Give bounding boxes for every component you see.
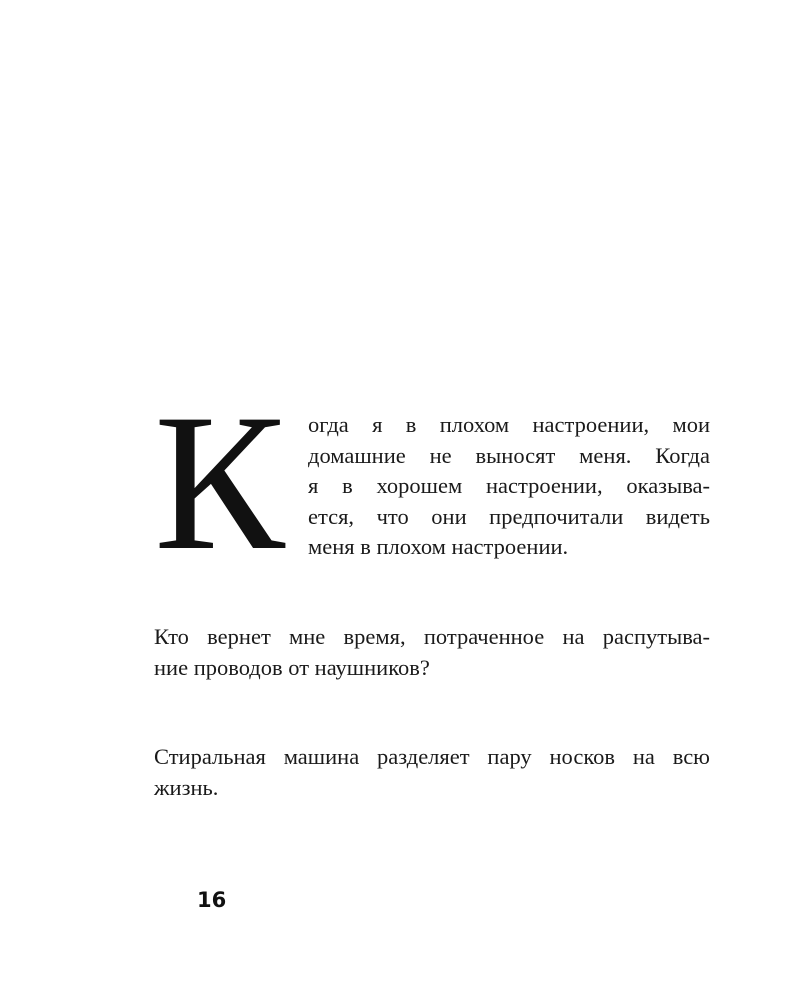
paragraph-3 [154, 742, 710, 803]
paragraph-2-line-1: Кто вернет мне время, потраченное на распутыва- [154, 624, 710, 649]
paragraph-3-line-1: Стиральная машина разделяет пару носков на всю [154, 744, 710, 769]
paragraph-1-line-1: огда я в плохом настроении, мои [308, 412, 710, 437]
paragraph-1-line-4: ется, что они предпочитали видеть [308, 503, 710, 529]
paragraph-1-line-3: я в хорошем настроении, оказыва- [308, 473, 710, 498]
paragraph-3-line-2: жизнь. [154, 774, 219, 800]
paragraph-1 [154, 374, 710, 591]
paragraph-1-line-2: домашние не выносят меня. Когда [308, 442, 710, 468]
paragraph-1-line-5: меня в плохом настроении. [308, 534, 569, 559]
drop-cap-letter: К [154, 374, 285, 591]
paragraph-2 [154, 622, 710, 683]
page-number: 16 [197, 888, 227, 912]
paragraph-1-text [308, 410, 710, 563]
paragraph-2-line-2: ние проводов от наушников? [154, 654, 430, 680]
